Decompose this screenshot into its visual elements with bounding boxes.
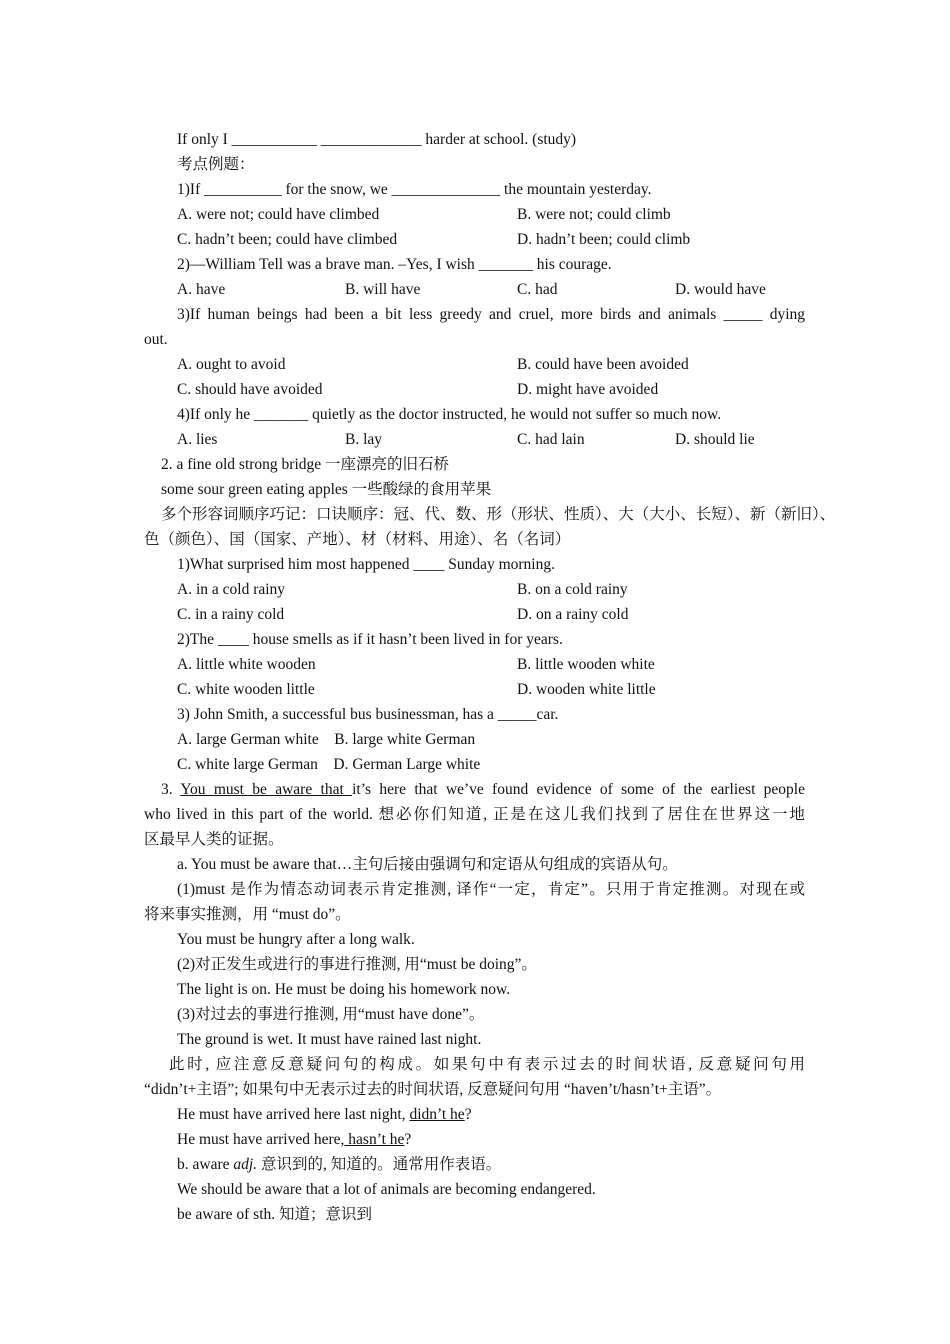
point-b-label: b. aware: [177, 1156, 234, 1173]
question-7-options-ab: A. large German white B. large white German: [177, 731, 476, 748]
section-3-line-2: who lived in this part of the world. 想必你们知道, 正是在这儿我们找到了居住在世界这一地: [144, 806, 805, 823]
adjective-order-rule-line-1: 多个形容词顺序巧记：口诀顺序：冠、代、数、形（形状、性质）、大（大小、长短）、新（新旧）、: [161, 506, 836, 523]
question-2-option-b: B. will have: [345, 281, 421, 298]
question-6-stem: 2)The ____ house smells as if it hasn’t been lived in for years.: [177, 631, 563, 648]
section-3-heading-rest: it’s here that we’ve found evidence of some of the earliest people: [352, 781, 805, 798]
section-3-key-phrase: You must be aware that: [180, 781, 353, 798]
question-6-option-b: B. little wooden white: [517, 656, 655, 673]
point-b-pos: adj.: [233, 1156, 258, 1173]
question-3-stem-line-1: 3)If human beings had been a bit less greedy and cruel, more birds and animals _____ dying: [177, 306, 805, 323]
question-3-option-b: B. could have been avoided: [517, 356, 689, 373]
example-5-text: He must have arrived here,: [177, 1131, 345, 1148]
point-1-line-1: (1)must 是作为情态动词表示肯定推测, 译作“一定，肯定”。只用于肯定推测。对现在或: [177, 881, 805, 898]
question-5-option-d: D. on a rainy cold: [517, 606, 629, 623]
point-b: [177, 1155, 501, 1175]
example-4: [177, 1105, 472, 1125]
point-3: (3)对过去的事进行推测, 用“must have done”。: [177, 1006, 485, 1023]
section-3-line-3: 区最早人类的证据。: [144, 831, 284, 848]
example-7: be aware of sth. 知道；意识到: [177, 1206, 372, 1223]
question-7-stem: 3) John Smith, a successful bus businessman, has a _____car.: [177, 706, 559, 723]
question-6-option-a: A. little white wooden: [177, 656, 316, 673]
question-1-option-a: A. were not; could have climbed: [177, 206, 380, 223]
question-4-option-c: C. had lain: [517, 431, 585, 448]
point-b-meaning: 意识到的, 知道的。通常用作表语。: [257, 1156, 502, 1173]
question-5-option-b: B. on a cold rainy: [517, 581, 628, 598]
point-a: a. You must be aware that…主句后接由强调句和定语从句组成的宾语从句。: [177, 856, 678, 873]
question-5-option-c: C. in a rainy cold: [177, 606, 285, 623]
question-3-option-a: A. ought to avoid: [177, 356, 286, 373]
question-4-stem: 4)If only he _______ quietly as the doctor instructed, he would not suffer so much now.: [177, 406, 722, 423]
question-7-options-cd: C. white large German D. German Large white: [177, 756, 481, 773]
adjective-order-rule-line-2: 色（颜色）、国（国家、产地）、材（材料、用途）、名（名词）: [144, 531, 571, 548]
example-4-mark: ?: [464, 1106, 472, 1123]
question-3-option-c: C. should have avoided: [177, 381, 323, 398]
section-3-heading: [161, 780, 805, 800]
question-5-stem: 1)What surprised him most happened ____ Sunday morning.: [177, 556, 555, 573]
question-2-stem: 2)—William Tell was a brave man. –Yes, I wish _______ his courage.: [177, 256, 612, 273]
question-6-option-d: D. wooden white little: [517, 681, 656, 698]
example-6: We should be aware that a lot of animals are becoming endangered.: [177, 1181, 596, 1198]
example-4-text: He must have arrived here last night,: [177, 1106, 410, 1123]
question-4-option-a: A. lies: [177, 431, 218, 448]
section-2-heading: 2. a fine old strong bridge 一座漂亮的旧石桥: [161, 456, 450, 473]
question-3-stem-line-2: out.: [144, 331, 168, 348]
example-5: [177, 1130, 411, 1150]
example-3: The ground is wet. It must have rained last night.: [177, 1031, 482, 1048]
point-1-line-2: 将来事实推测，用 “must do”。: [144, 906, 351, 923]
example-1: You must be hungry after a long walk.: [177, 931, 415, 948]
question-4-option-b: B. lay: [345, 431, 383, 448]
point-2: (2)对正发生或进行的事进行推测, 用“must be doing”。: [177, 956, 537, 973]
question-3-option-d: D. might have avoided: [517, 381, 659, 398]
example-4-tag-question: didn’t he: [409, 1106, 465, 1123]
section-2-example: some sour green eating apples 一些酸绿的食用苹果: [161, 481, 492, 498]
section-3-number: 3.: [161, 781, 181, 798]
example-heading: 考点例题：: [177, 156, 255, 173]
example-2: The light is on. He must be doing his homework now.: [177, 981, 511, 998]
question-2-option-a: A. have: [177, 281, 226, 298]
note-line-2: “didn’t+主语”; 如果句中无表示过去的时间状语, 反意疑问句用 “haven’t/hasn’t+主语”。: [144, 1081, 722, 1098]
question-1-option-b: B. were not; could climb: [517, 206, 671, 223]
question-1-option-d: D. hadn’t been; could climb: [517, 231, 691, 248]
question-4-option-d: D. should lie: [675, 431, 755, 448]
question-2-option-c: C. had: [517, 281, 558, 298]
question-1-stem: 1)If __________ for the snow, we ______________ the mountain yesterday.: [177, 181, 652, 198]
question-1-option-c: C. hadn’t been; could have climbed: [177, 231, 398, 248]
example-5-tag-question: hasn’t he: [344, 1131, 405, 1148]
question-2-option-d: D. would have: [675, 281, 766, 298]
question-5-option-a: A. in a cold rainy: [177, 581, 286, 598]
example-5-mark: ?: [404, 1131, 412, 1148]
practice-sentence: If only I ___________ _____________ harder at school. (study): [177, 131, 577, 148]
question-6-option-c: C. white wooden little: [177, 681, 315, 698]
note-line-1: 此时, 应注意反意疑问句的构成。如果句中有表示过去的时间状语, 反意疑问句用: [169, 1056, 805, 1073]
